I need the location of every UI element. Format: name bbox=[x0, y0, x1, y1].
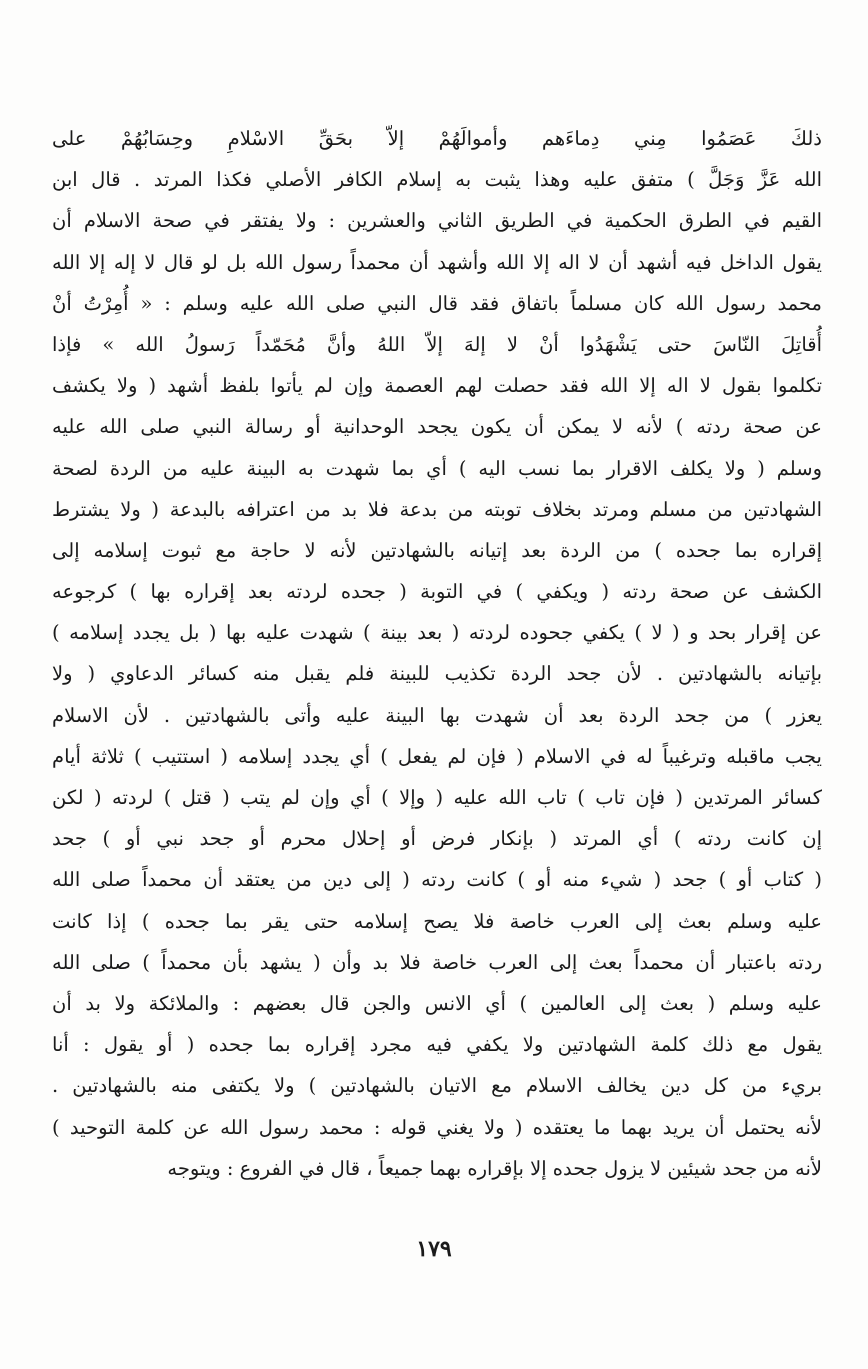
body-text bbox=[52, 118, 822, 1189]
text-line: عن إقرار بحد و ( لا ) يكفي جحوده لردته ( بعد بينة ) شهدت عليه بها ( بل يجدد إسلامه ) bbox=[52, 621, 822, 645]
text-line: كسائر المرتدين ( فإن تاب ) تاب الله عليه ( وإلا ) أي وإن لم يتب ( قتل ) لردته ( لكن bbox=[52, 786, 822, 809]
text-line: محمد رسول الله كان مسلماً باتفاق فقد قال النبي صلى الله عليه وسلم : « أُمِرْتُ أنْ bbox=[52, 291, 822, 315]
text-line: أُقاتِلَ النّاسَ حتى يَشْهَدُوا أنْ لا إلهَ إلاّ اللهُ وأنَّ مُحَمّداً رَسولُ الله » فإذا bbox=[52, 332, 822, 356]
text-line: لأنه من جحد شيئين لا يزول جحده إلا بإقراره بهما جميعاً ، قال في الفروع : ويتوجه bbox=[167, 1156, 822, 1180]
text-line: بإتيانه بالشهادتين . لأن جحد الردة تكذيب للبينة فلم يقبل منه كسائر الدعاوي ( ولا bbox=[52, 662, 822, 686]
text-line: إقراره بما جحده ) من الردة بعد إتيانه بالشهادتين لأنه لا حاجة مع ثبوت إسلامه إلى bbox=[52, 538, 822, 562]
text-line: عن صحة ردته ) لأنه لا يمكن أن يكون يجحد الوحدانية أو رسالة النبي صلى الله عليه bbox=[52, 415, 822, 439]
text-line: الله عَزَّ وَجَلَّ ) متفق عليه وهذا يثبت به إسلام الكافر الأصلي فكذا المرتد . قال ابن bbox=[52, 168, 822, 192]
text-line: لأنه يحتمل أن يريد بهما ما يعتقده ( ولا يغني قوله : محمد رسول الله عن كلمة التوحيد ) bbox=[52, 1115, 822, 1139]
text-line: عليه وسلم بعث إلى العرب خاصة فلا يصح إسلامه حتى يقر بما جحده ) إذا كانت bbox=[52, 909, 822, 933]
text-line: يقول مع ذلك كلمة الشهادتين ولا يكفي فيه مجرد إقراره بما جحده ( أو يقول : أنا bbox=[52, 1033, 822, 1057]
text-line: ردته باعتبار أن محمداً بعث إلى العرب خاصة فلا بد وأن ( يشهد بأن محمداً ) صلى الله bbox=[52, 950, 822, 974]
text-line: يعزر ) من جحد الردة بعد أن شهدت بها البينة عليه وأتى بالشهادتين . لأن الاسلام bbox=[52, 703, 822, 727]
text-line: بريء من كل دين يخالف الاسلام مع الاتيان بالشهادتين ) ولا يكتفى منه بالشهادتين . bbox=[52, 1074, 822, 1098]
text-line: يقول الداخل فيه أشهد أن لا اله إلا الله وأشهد أن محمداً رسول الله بل لو قال لا إله إلا الله bbox=[52, 250, 822, 274]
text-line: يجب ماقبله وترغيباً له في الاسلام ( فإن لم يفعل ) أي يجدد إسلامه ( استتيب ) ثلاثة أيام bbox=[52, 744, 822, 768]
text-line: الشهادتين من مسلم ومرتد بخلاف توبته من بدعة فلا بد من اعترافه بالبدعة ( ولا يشترط bbox=[52, 497, 822, 521]
text-line: وسلم ( ولا يكلف الاقرار بما نسب اليه ) أي بما شهدت به البينة عليه من الردة لصحة bbox=[52, 456, 822, 480]
text-line: الكشف عن صحة ردته ( ويكفي ) في التوبة ( جحده لردته بعد إقراره بها ) كرجوعه bbox=[52, 580, 822, 604]
text-line: عليه وسلم ( بعث إلى العالمين ) أي الانس والجن قال بعضهم : والملائكة ولا بد أن bbox=[52, 991, 822, 1015]
text-line: إن كانت ردته ) أي المرتد ( بإنكار فرض أو إحلال محرم أو جحد نبي أو ) جحد bbox=[52, 827, 822, 851]
text-line: ( كتاب أو ) جحد ( شيء منه أو ) كانت ردته ( إلى دين من يعتقد أن محمداً صلى الله bbox=[52, 868, 822, 892]
page-number: ١٧٩ bbox=[416, 1236, 452, 1262]
text-line: القيم في الطرق الحكمية في الطريق الثاني والعشرين : ولا يفتقر في صحة الاسلام أن bbox=[52, 209, 822, 233]
text-line: تكلموا بقول لا اله إلا الله فقد حصلت لهم العصمة وإن لم يأتوا بلفظ أشهد ( ولا يكشف bbox=[52, 374, 822, 398]
text-line: ذلكَ عَصَمُوا مِني دِماءَهم وأموالَهُمْ إلاّ بحَقِّ الاسْلامِ وحِسَابُهُمْ على bbox=[52, 127, 822, 150]
